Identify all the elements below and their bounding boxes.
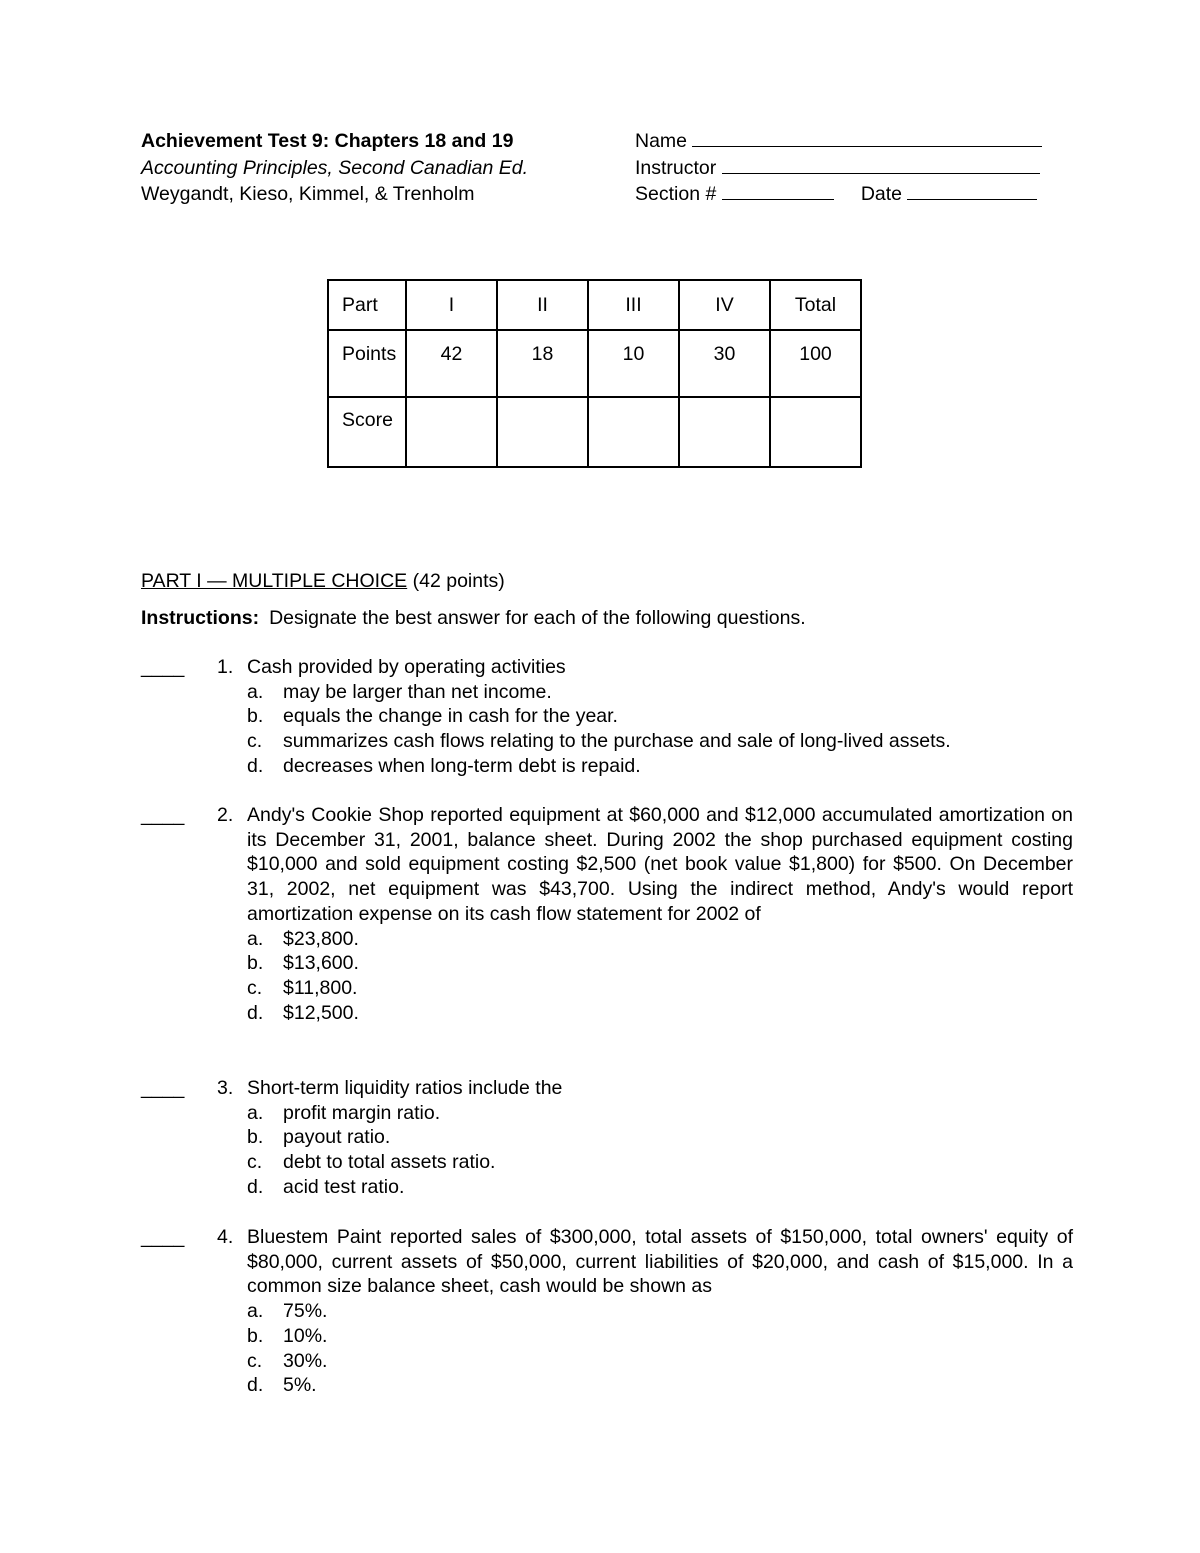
- test-title: Achievement Test 9: Chapters 18 and 19: [141, 130, 514, 152]
- question-stem: Bluestem Paint reported sales of $300,000, total assets of $150,000, total owners' equity of $80,000, current assets of $50,000, current liabilities of $20,000, and cash of $15,000. In a common size balance sheet, cash would be shown as: [247, 1226, 1073, 1298]
- option: [247, 754, 1073, 779]
- option-letter: d.: [247, 754, 264, 777]
- option-letter: a.: [247, 1101, 264, 1124]
- row-label-part: Part: [328, 280, 406, 330]
- section-date-line: [635, 181, 1042, 208]
- part-header: III: [588, 280, 679, 330]
- option: [247, 1001, 1073, 1026]
- instructor-field[interactable]: [722, 156, 1040, 174]
- book-title: Accounting Principles, Second Canadian Ed.: [141, 156, 528, 179]
- score-cell[interactable]: [497, 397, 588, 467]
- question-number: 1.: [217, 656, 234, 678]
- option: [247, 729, 1073, 754]
- instructions: [141, 607, 806, 630]
- header-right: [635, 128, 1042, 208]
- option: [247, 1349, 1073, 1374]
- section-label: Section #: [635, 183, 717, 205]
- option-text: payout ratio.: [283, 1126, 391, 1149]
- score-cell[interactable]: [588, 397, 679, 467]
- option-letter: c.: [247, 1349, 263, 1372]
- points-cell: 18: [497, 330, 588, 397]
- part-title: [141, 570, 505, 593]
- option-letter: b.: [247, 952, 264, 975]
- option-text: 5%.: [283, 1374, 317, 1397]
- option-text: profit margin ratio.: [283, 1101, 441, 1124]
- option: [247, 1175, 1073, 1200]
- question-stem: Short-term liquidity ratios include the: [247, 1077, 563, 1099]
- table-row-part: [328, 280, 861, 330]
- option: [247, 951, 1073, 976]
- option-letter: a.: [247, 927, 264, 950]
- option-text: $23,800.: [283, 927, 359, 950]
- instructions-label: Instructions:: [141, 607, 260, 629]
- points-cell: 100: [770, 330, 861, 397]
- score-table: [327, 279, 862, 468]
- header-left: [141, 128, 528, 208]
- score-cell[interactable]: [679, 397, 770, 467]
- option-letter: b.: [247, 1126, 264, 1149]
- option-text: $12,500.: [283, 1001, 359, 1024]
- option-text: 10%.: [283, 1324, 328, 1347]
- instructions-text: Designate the best answer for each of the following questions.: [269, 607, 806, 629]
- option: [247, 1150, 1073, 1175]
- option-letter: d.: [247, 1374, 264, 1397]
- option-text: debt to total assets ratio.: [283, 1151, 496, 1174]
- option-letter: b.: [247, 1324, 264, 1347]
- option-text: 75%.: [283, 1300, 328, 1323]
- score-cell[interactable]: [770, 397, 861, 467]
- option-letter: b.: [247, 705, 264, 728]
- option-letter: c.: [247, 730, 263, 753]
- question-number: 3.: [217, 1077, 234, 1099]
- part-title-text: PART I — MULTIPLE CHOICE: [141, 570, 408, 592]
- option-letter: c.: [247, 1151, 263, 1174]
- option: [247, 927, 1073, 952]
- date-field[interactable]: [907, 182, 1037, 200]
- option-text: $11,800.: [283, 976, 358, 999]
- question-1: [141, 655, 1073, 779]
- section-field[interactable]: [722, 182, 834, 200]
- option: [247, 704, 1073, 729]
- question-3: [141, 1076, 1073, 1200]
- option-text: decreases when long-term debt is repaid.: [283, 754, 641, 777]
- date-label: Date: [860, 183, 903, 205]
- answer-blank[interactable]: ____: [141, 656, 185, 678]
- table-row-points: [328, 330, 861, 397]
- part-header: IV: [679, 280, 770, 330]
- points-cell: 42: [406, 330, 497, 397]
- question-2: [141, 803, 1073, 1025]
- option-text: may be larger than net income.: [283, 680, 552, 703]
- table-row-score: [328, 397, 861, 467]
- option-text: $13,600.: [283, 952, 359, 975]
- option: [247, 680, 1073, 705]
- question-stem: Andy's Cookie Shop reported equipment at $60,000 and $12,000 accumulated amortization on its December 31, 2001, balance sheet. During 2002 the shop purchased equipment costing $10,000 and sold equipment costing $2,500 (net book value $1,800) for $500. On December 31, 2002, net equipment was $43,700. Using the indirect method, Andy's would report amortization expense on its cash flow statement for 2002 of: [247, 804, 1073, 925]
- question-4: [141, 1225, 1073, 1398]
- option-text: 30%.: [283, 1349, 328, 1372]
- option: [247, 1373, 1073, 1398]
- instructor-line: [635, 155, 1042, 182]
- name-field[interactable]: [692, 129, 1042, 147]
- points-cell: 30: [679, 330, 770, 397]
- question-stem: Cash provided by operating activities: [247, 656, 566, 678]
- part-points: (42 points): [412, 570, 505, 592]
- row-label-points: Points: [328, 330, 406, 397]
- row-label-score: Score: [328, 397, 406, 467]
- question-number: 4.: [217, 1226, 234, 1248]
- question-number: 2.: [217, 804, 234, 826]
- part-header: Total: [770, 280, 861, 330]
- answer-blank[interactable]: ____: [141, 1077, 185, 1099]
- authors: Weygandt, Kieso, Kimmel, & Trenholm: [141, 183, 475, 205]
- option: [247, 1101, 1073, 1126]
- part-header: I: [406, 280, 497, 330]
- name-label: Name: [635, 130, 688, 152]
- option: [247, 1324, 1073, 1349]
- option-letter: a.: [247, 1300, 264, 1323]
- option-text: equals the change in cash for the year.: [283, 705, 618, 728]
- option: [247, 1125, 1073, 1150]
- name-line: [635, 128, 1042, 155]
- instructor-label: Instructor: [635, 156, 717, 179]
- option-letter: c.: [247, 976, 263, 999]
- option: [247, 976, 1073, 1001]
- answer-blank[interactable]: ____: [141, 804, 185, 826]
- option-text: acid test ratio.: [283, 1175, 405, 1198]
- option-letter: d.: [247, 1001, 264, 1024]
- option-text: summarizes cash flows relating to the purchase and sale of long-lived assets.: [283, 730, 951, 753]
- part-header: II: [497, 280, 588, 330]
- answer-blank[interactable]: ____: [141, 1226, 185, 1248]
- option-letter: a.: [247, 680, 264, 703]
- option: [247, 1299, 1073, 1324]
- points-cell: 10: [588, 330, 679, 397]
- score-cell[interactable]: [406, 397, 497, 467]
- option-letter: d.: [247, 1175, 264, 1198]
